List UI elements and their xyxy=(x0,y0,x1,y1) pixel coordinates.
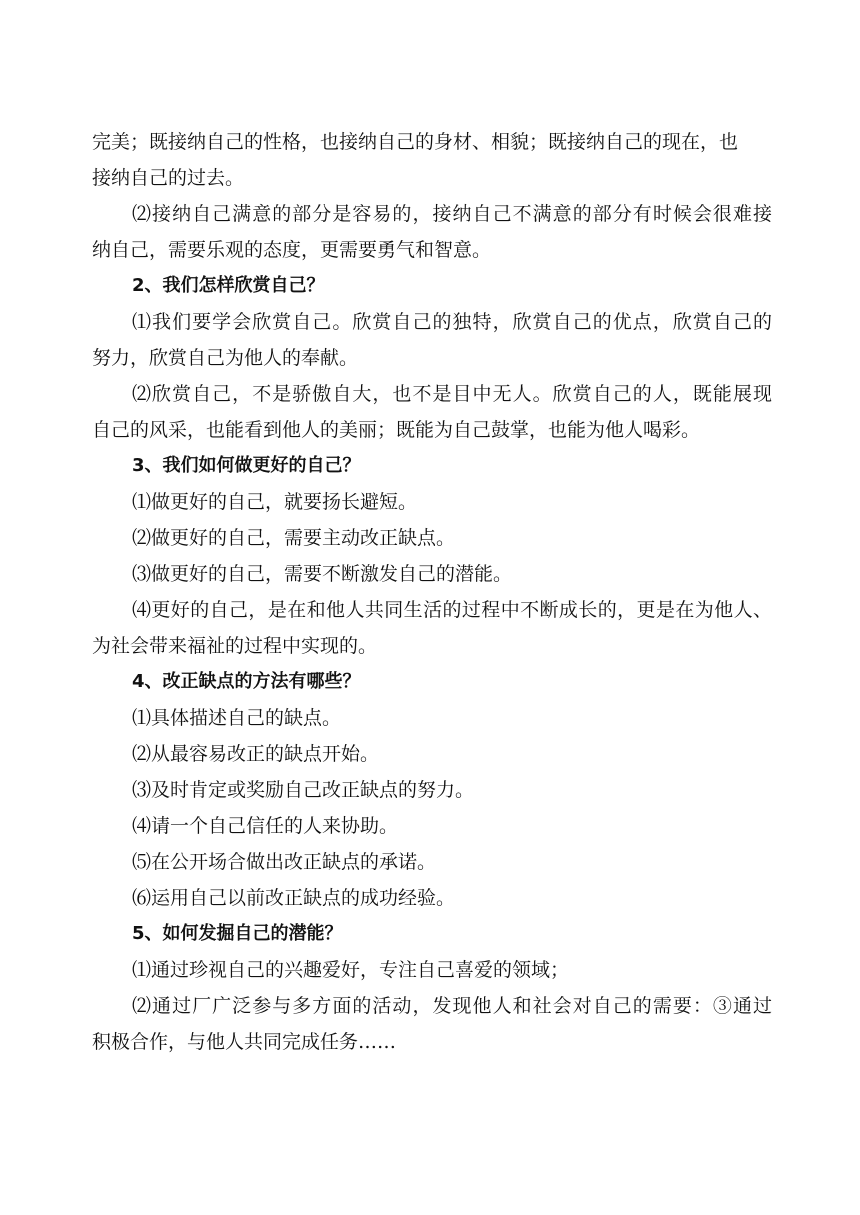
section-heading: 3、我们如何做更好的自己？ xyxy=(132,455,361,476)
paragraph-line: 自己的风采，也能看到他人的美丽；既能为自己鼓掌，也能为他人喝彩。 xyxy=(92,419,701,441)
paragraph-line: 积极合作，与他人共同完成任务…… xyxy=(92,1031,397,1053)
section-heading: 4、改正缺点的方法有哪些？ xyxy=(132,671,361,692)
list-item: ⑵做更好的自己，需要主动改正缺点。 xyxy=(132,527,456,549)
paragraph-line: ⑵欣赏自己，不是骄傲自大，也不是目中无人。欣赏自己的人，既能展现 xyxy=(132,383,772,405)
list-item: ⑴通过珍视自己的兴趣爱好，专注自己喜爱的领域； xyxy=(132,959,570,981)
list-item: ⑵从最容易改正的缺点开始。 xyxy=(132,743,380,765)
paragraph-line: 接纳自己的过去。 xyxy=(92,167,245,189)
section-heading: 5、如何发掘自己的潜能？ xyxy=(132,923,343,944)
paragraph-line: ⑴我们要学会欣赏自己。欣赏自己的独特，欣赏自己的优点，欣赏自己的 xyxy=(132,311,772,333)
section-heading: 2、我们怎样欣赏自己？ xyxy=(132,275,325,296)
list-item: ⑴做更好的自己，就要扬长避短。 xyxy=(132,491,418,513)
list-item: ⑹运用自己以前改正缺点的成功经验。 xyxy=(132,887,456,909)
list-item: ⑶及时肯定或奖励自己改正缺点的努力。 xyxy=(132,779,475,801)
list-item: ⑷更好的自己，是在和他人共同生活的过程中不断成长的，更是在为他人、 xyxy=(132,599,772,621)
paragraph-line: 纳自己，需要乐观的态度，更需要勇气和智意。 xyxy=(92,239,492,261)
list-item: ⑴具体描述自己的缺点。 xyxy=(132,707,342,729)
list-item: ⑸在公开场合做出改正缺点的承诺。 xyxy=(132,851,437,873)
paragraph-line: ⑵接纳自己满意的部分是容易的，接纳自己不满意的部分有时候会很难接 xyxy=(132,203,772,225)
paragraph-line: 努力，欣赏自己为他人的奉献。 xyxy=(92,347,359,369)
list-item: ⑵通过厂广泛参与多方面的活动，发现他人和社会对自己的需要：③通过 xyxy=(132,995,772,1017)
document-body xyxy=(92,124,772,1060)
list-item: ⑶做更好的自己，需要不断激发自己的潜能。 xyxy=(132,563,513,585)
paragraph-line: 完美；既接纳自己的性格，也接纳自己的身材、相貌；既接纳自己的现在，也 xyxy=(92,131,739,153)
paragraph-line: 为社会带来福祉的过程中实现的。 xyxy=(92,635,378,657)
list-item: ⑷请一个自己信任的人来协助。 xyxy=(132,815,399,837)
